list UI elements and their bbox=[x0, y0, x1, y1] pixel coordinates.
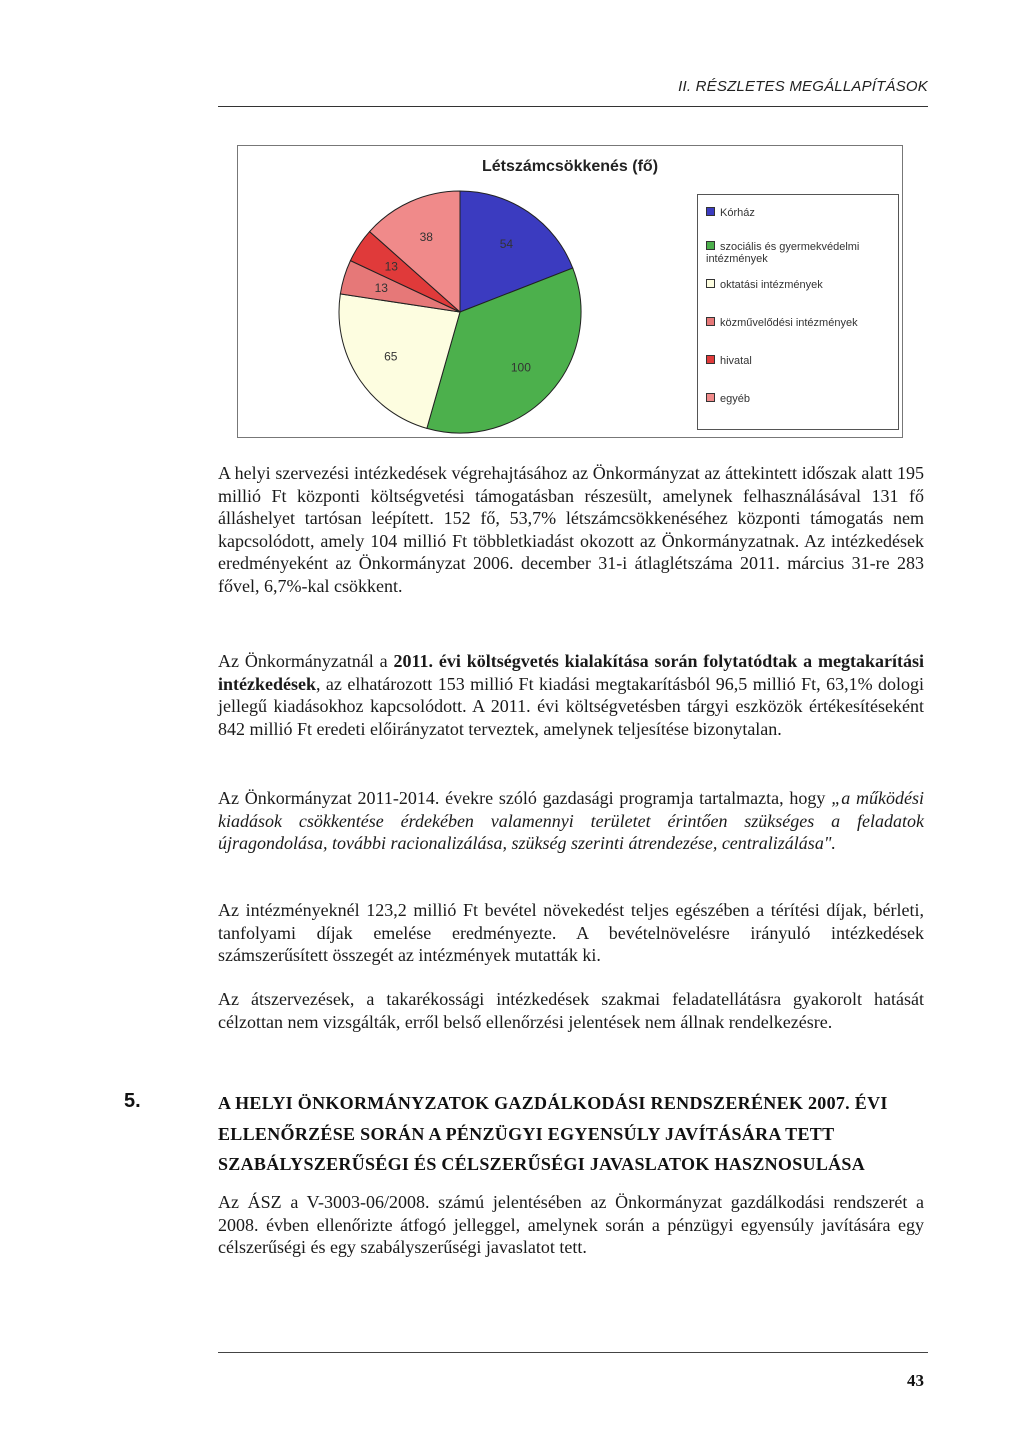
legend-item bbox=[706, 317, 896, 329]
footer-rule bbox=[218, 1352, 928, 1353]
legend-item bbox=[706, 241, 896, 265]
section-title: A HELYI ÖNKORMÁNYZATOK GAZDÁLKODÁSI RENDSZERÉNEK 2007. ÉVI ELLENŐRZÉSE SORÁN A PÉNZÜGYI EGYENSÚLY JAVÍTÁSÁRA TETT SZABÁLYSZERŰSÉGI ÉS CÉLSZERŰSÉGI JAVASLATOK HASZNOSULÁSA bbox=[218, 1093, 888, 1174]
pie-value-label: 38 bbox=[419, 229, 433, 244]
legend-item bbox=[706, 393, 896, 405]
legend-label: oktatási intézmények bbox=[720, 279, 823, 291]
paragraph-3: Az Önkormányzat 2011-2014. évekre szóló gazdasági programja tartalmazta, hogy „a működési kiadások csökkentése érdekében valamennyi területet érintően szükséges a feladatok újragondolása, további racionalizálása, szükség szerinti átrendezése, centralizálása". bbox=[218, 788, 924, 853]
paragraph-4: Az intézményeknél 123,2 millió Ft bevétel növekedést teljes egészében a térítési díjak, bérleti, tanfolyami díjak emelése eredményezte. A bevételnövelésre irányuló intézkedések számszerűsített összegét az intézmények mutatták ki. bbox=[218, 900, 924, 965]
paragraph-2: Az Önkormányzatnál a 2011. évi költségvetés kialakítása során folytatódtak a megtakarítási intézkedések, az elhatározott 153 millió Ft kiadási megtakarításból 96,5 millió Ft, 63,1% dologi jellegű kiadásokhoz kapcsolódott. A 2011. évi költségvetésben tárgyi eszközök értékesítéseként 842 millió Ft eredeti előirányzatot terveztek, amelynek teljesítése bizonytalan. bbox=[218, 651, 925, 739]
chart-legend bbox=[697, 194, 899, 430]
chart-title: Létszámcsökkenés (fő) bbox=[481, 158, 659, 175]
legend-swatch bbox=[706, 393, 715, 402]
legend-label: hivatal bbox=[720, 355, 752, 367]
legend-swatch bbox=[706, 207, 715, 216]
pie-value-label: 100 bbox=[510, 360, 531, 375]
page-number: 43 bbox=[907, 1371, 924, 1390]
pie-value-label: 65 bbox=[384, 349, 398, 364]
pie-value-label: 13 bbox=[384, 259, 398, 274]
legend-swatch bbox=[706, 355, 715, 364]
paragraph-6: Az ÁSZ a V-3003-06/2008. számú jelentésében az Önkormányzat gazdálkodási rendszerét a 2008. évben ellenőrizte átfogó jelleggel, amelynek során a pénzügyi egyensúly javítására egy célszerűségi és egy szabályszerűségi javaslatot tett. bbox=[218, 1192, 924, 1257]
bold-phrase: 2011. évi költségvetés kialakítása során folytatódtak a megtakarítási intézkedések bbox=[218, 651, 925, 694]
legend-label: közművelődési intézmények bbox=[720, 317, 858, 329]
legend-item bbox=[706, 355, 896, 367]
paragraph-5: Az átszervezések, a takarékossági intézkedések szakmai feladatellátásra gyakorolt hatását célzottan nem vizsgálták, erről belső ellenőrzési jelentések nem állnak rendelkezésre. bbox=[218, 989, 924, 1032]
pie-value-label: 54 bbox=[499, 237, 514, 252]
legend-swatch bbox=[706, 241, 715, 250]
pie-chart-frame bbox=[237, 145, 903, 438]
paragraph-1: A helyi szervezési intézkedések végrehajtásához az Önkormányzat az áttekintett időszak alatt 195 millió Ft központi költségvetési támogatásban részesült, amelynek felhasználásával 131 fő álláshelyet tartósan leépített. 152 fő, 53,7% létszámcsökkenéséhez központi támogatás nem kapcsolódott, amely 104 millió Ft többletkiadást okozott az Önkormányzatnak. Az intézkedések eredményeként az Önkormányzat 2006. december 31-i átlaglétszáma 2011. március 31-re 283 fővel, 6,7%-kal csökkent. bbox=[218, 463, 924, 596]
legend-item bbox=[706, 207, 896, 219]
legend-item bbox=[706, 279, 896, 291]
quoted-passage: „a működési kiadások csökkentése érdekében valamennyi területet érintően szükséges a feladatok újragondolása, további racionalizálása, szükség szerinti átrendezése, centralizálása". bbox=[218, 788, 924, 853]
legend-label: egyéb bbox=[720, 393, 750, 405]
legend-label: szociális és gyermekvédelmi intézmények bbox=[706, 241, 860, 265]
legend-swatch bbox=[706, 279, 715, 288]
running-header: II. RÉSZLETES MEGÁLLAPÍTÁSOK bbox=[678, 78, 928, 95]
legend-swatch bbox=[706, 317, 715, 326]
legend-label: Kórház bbox=[720, 207, 755, 219]
section-number: 5. bbox=[124, 1090, 141, 1112]
pie-value-label: 13 bbox=[374, 281, 388, 296]
header-rule bbox=[218, 106, 928, 107]
